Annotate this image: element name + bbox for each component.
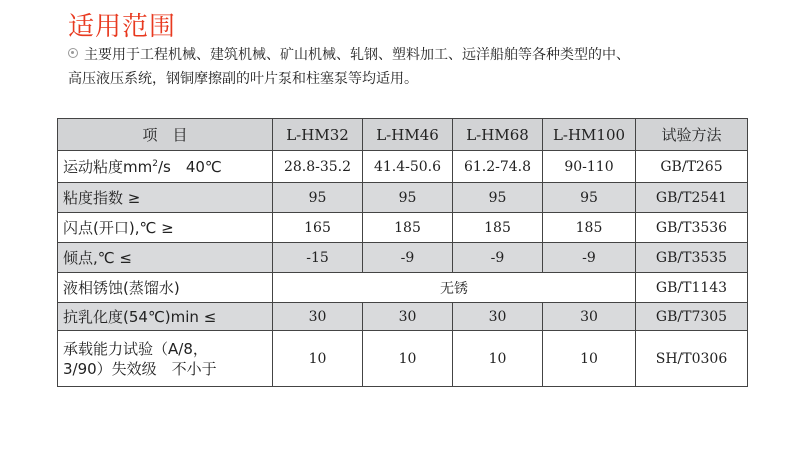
table-row (58, 243, 748, 273)
table-cell: 10 (453, 331, 543, 387)
row-label: 粘度指数 ≥ (58, 183, 273, 213)
table-cell: 28.8-35.2 (273, 151, 363, 183)
header-test-method: 试验方法 (636, 119, 748, 151)
header-lhm100: L-HM100 (543, 119, 636, 151)
method-cell: SH/T0306 (636, 331, 748, 387)
table-cell: 30 (543, 303, 636, 331)
method-cell: GB/T7305 (636, 303, 748, 331)
row-label-line-1: 承载能力试验（A/8， (63, 339, 208, 358)
header-item: 项 目 (58, 119, 273, 151)
row-label-line-2: 3/90）失效级 不小于 (63, 359, 217, 378)
row-label-text: 运动粘度mm (63, 158, 153, 176)
table-cell: -9 (543, 243, 636, 273)
table-cell: 10 (273, 331, 363, 387)
header-lhm32: L-HM32 (273, 119, 363, 151)
spec-table (57, 118, 748, 387)
table-cell: 165 (273, 213, 363, 243)
table-row (58, 213, 748, 243)
description-line-1: 主要用于工程机械、建筑机械、矿山机械、轧钢、塑料加工、远洋船舶等各种类型的中、 (84, 47, 630, 63)
method-cell: GB/T2541 (636, 183, 748, 213)
method-cell: GB/T1143 (636, 273, 748, 303)
row-label-text: /s 40℃ (157, 158, 222, 176)
table-row (58, 183, 748, 213)
table-cell: 95 (453, 183, 543, 213)
table-cell: -9 (363, 243, 453, 273)
table-cell: -15 (273, 243, 363, 273)
table-row (58, 331, 748, 387)
table-row (58, 151, 748, 183)
row-label: 液相锈蚀(蒸馏水) (58, 273, 273, 303)
table-cell: 10 (543, 331, 636, 387)
table-cell: 185 (363, 213, 453, 243)
method-cell: GB/T3536 (636, 213, 748, 243)
method-cell: GB/T265 (636, 151, 748, 183)
table-cell: 90-110 (543, 151, 636, 183)
row-label: 抗乳化度(54℃)min ≤ (58, 303, 273, 331)
table-header-row (58, 119, 748, 151)
row-label (58, 151, 273, 183)
row-label (58, 331, 273, 387)
header-lhm68: L-HM68 (453, 119, 543, 151)
table-cell: 30 (363, 303, 453, 331)
table-cell: 95 (273, 183, 363, 213)
table-row (58, 273, 748, 303)
table-cell: 30 (453, 303, 543, 331)
table-row (58, 303, 748, 331)
table-cell: 95 (543, 183, 636, 213)
row-label: 闪点(开口),℃ ≥ (58, 213, 273, 243)
method-cell: GB/T3535 (636, 243, 748, 273)
row-label-superscript: 2 (152, 159, 158, 169)
table-cell: 10 (363, 331, 453, 387)
table-cell: 185 (543, 213, 636, 243)
table-cell: 95 (363, 183, 453, 213)
row-label: 倾点,℃ ≤ (58, 243, 273, 273)
table-cell: 41.4-50.6 (363, 151, 453, 183)
table-cell: 30 (273, 303, 363, 331)
table-cell: 61.2-74.8 (453, 151, 543, 183)
table-cell: 185 (453, 213, 543, 243)
description-line-2: 高压液压系统，钢铜摩擦副的叶片泵和柱塞泵等均适用。 (68, 71, 418, 87)
merged-cell: 无锈 (273, 273, 636, 303)
section-title: 适用范围 (68, 12, 177, 42)
section-description (68, 43, 748, 91)
header-lhm46: L-HM46 (363, 119, 453, 151)
table-cell: -9 (453, 243, 543, 273)
